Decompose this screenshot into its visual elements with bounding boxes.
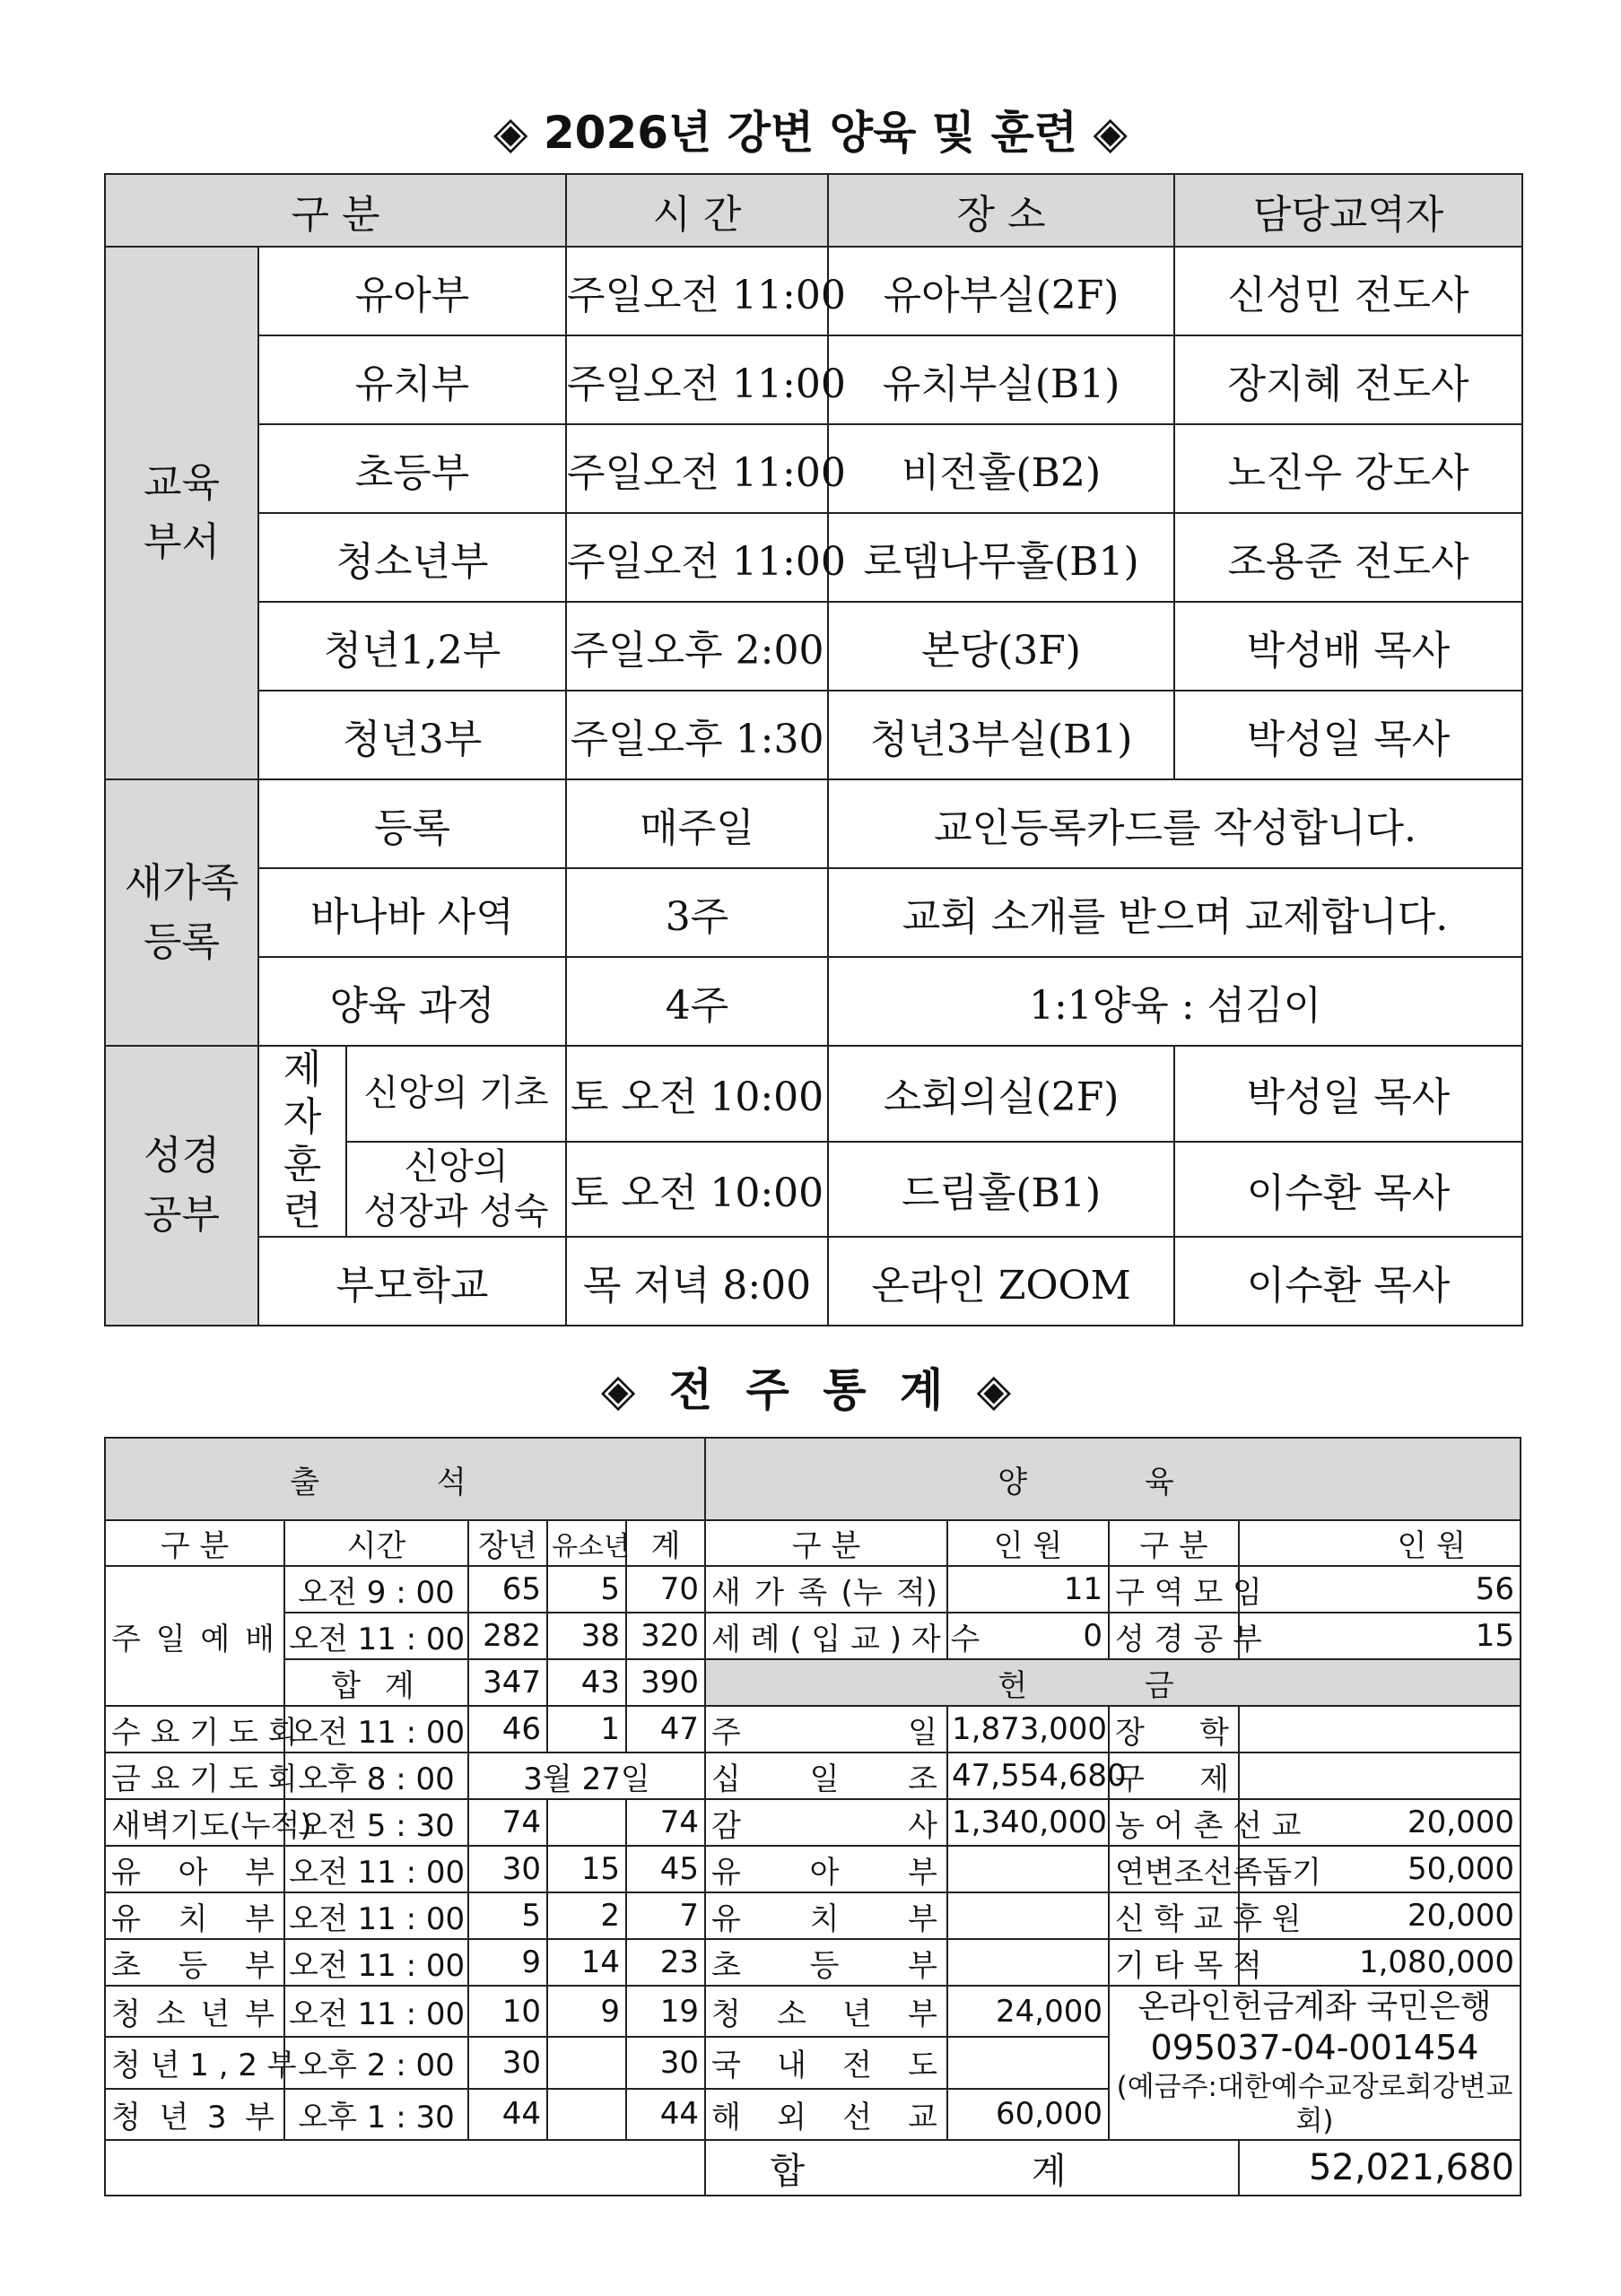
offering-label: 구 제 (1109, 1752, 1239, 1799)
total: 7 (626, 1892, 705, 1939)
youth: 43 (547, 1659, 626, 1706)
offering-value (947, 1939, 1109, 1986)
account-number: 095037-04-001454 (1150, 2028, 1479, 2067)
adult: 30 (468, 1846, 547, 1892)
adult: 282 (468, 1613, 547, 1659)
offering-value: 47,554,680 (947, 1752, 1109, 1799)
dept-label: 유 아 부 (105, 1846, 284, 1892)
total: 47 (626, 1706, 705, 1752)
edu-staff: 조용준 전도사 (1174, 513, 1522, 602)
dept-label: 청 년 1 , 2 부 (105, 2037, 284, 2088)
edu-staff: 노진우 강도사 (1174, 424, 1522, 513)
header-category: 구 분 (105, 174, 566, 247)
edu-name: 청년3부 (258, 691, 566, 779)
grand-total-label: 합 계 (705, 2140, 1239, 2196)
offering-label: 주 일 (705, 1706, 947, 1752)
youth: 2 (547, 1892, 626, 1939)
nurture-label: 성 경 공 부 (1109, 1613, 1239, 1659)
bible-name: 신앙의 성장과 성숙 (346, 1142, 566, 1238)
nf-name: 양육 과정 (258, 957, 566, 1046)
bible-staff: 이수환 목사 (1174, 1142, 1522, 1238)
nurture-header: 양 육 (705, 1438, 1521, 1520)
att-col-total: 계 (626, 1520, 705, 1566)
adult: 46 (468, 1706, 547, 1752)
online-offering-account (1109, 1986, 1521, 2140)
edu-time: 주일오전 11:00 (566, 335, 828, 424)
nf-desc: 교회 소개를 받으며 교제합니다. (828, 868, 1522, 957)
nf-time: 3주 (566, 868, 828, 957)
time: 오전 11 : 00 (284, 1892, 468, 1939)
adult: 30 (468, 2037, 547, 2088)
offering-value (947, 1892, 1109, 1939)
edu-time: 주일오전 11:00 (566, 247, 828, 335)
training-schedule-table (104, 173, 1523, 1326)
offering-value: 20,000 (1239, 1799, 1521, 1846)
parent-school-staff: 이수환 목사 (1174, 1237, 1522, 1326)
att-col-youth: 유소년 (547, 1520, 626, 1566)
empty-cell (105, 2140, 705, 2196)
account-holder: (예금주:대한예수교장로회강변교회) (1116, 2070, 1513, 2138)
offering-value: 1,080,000 (1239, 1939, 1521, 1986)
adult: 347 (468, 1659, 547, 1706)
offering-label: 해 외 선 교 (705, 2089, 947, 2140)
header-staff: 담당교역자 (1174, 174, 1522, 247)
edu-time: 주일오후 1:30 (566, 691, 828, 779)
time: 오후 8 : 00 (284, 1752, 468, 1799)
nur-col-category-2: 구 분 (1109, 1520, 1239, 1566)
bible-staff: 박성일 목사 (1174, 1046, 1522, 1142)
bible-time: 토 오전 10:00 (566, 1142, 828, 1238)
total: 320 (626, 1613, 705, 1659)
time: 오전 5 : 30 (284, 1799, 468, 1846)
bible-time: 토 오전 10:00 (566, 1046, 828, 1142)
adult: 65 (468, 1566, 547, 1613)
nur-col-count: 인 원 (947, 1520, 1109, 1566)
edu-name: 유아부 (258, 247, 566, 335)
group-education: 교육 부서 (105, 247, 258, 779)
offering-label: 국 내 전 도 (705, 2037, 947, 2088)
offering-label: 십 일 조 (705, 1752, 947, 1799)
edu-place: 로뎀나무홀(B1) (828, 513, 1174, 602)
edu-place: 본당(3F) (828, 602, 1174, 691)
edu-place: 청년3부실(B1) (828, 691, 1174, 779)
weekly-stats-table (104, 1437, 1521, 2196)
bible-place: 소회의실(2F) (828, 1046, 1174, 1142)
edu-place: 비전홀(B2) (828, 424, 1174, 513)
youth: 9 (547, 1986, 626, 2037)
adult: 74 (468, 1799, 547, 1846)
fri-note: 3월 27일 (468, 1752, 705, 1799)
offering-value (1239, 1752, 1521, 1799)
edu-time: 주일오전 11:00 (566, 513, 828, 602)
nurture-value: 11 (947, 1566, 1109, 1613)
dept-label: 청 소 년 부 (105, 1986, 284, 2037)
offering-value: 1,873,000 (947, 1706, 1109, 1752)
nurture-value: 0 (947, 1613, 1109, 1659)
parent-school-place: 온라인 ZOOM (828, 1237, 1174, 1326)
offering-label: 초 등 부 (705, 1939, 947, 1986)
total: 70 (626, 1566, 705, 1613)
offering-value: 50,000 (1239, 1846, 1521, 1892)
youth: 15 (547, 1846, 626, 1892)
edu-name: 청년1,2부 (258, 602, 566, 691)
total: 390 (626, 1659, 705, 1706)
total: 30 (626, 2037, 705, 2088)
edu-place: 유아부실(2F) (828, 247, 1174, 335)
time: 오전 11 : 00 (284, 1939, 468, 1986)
sunday-worship-label: 주 일 예 배 (105, 1566, 284, 1706)
group-new-family: 새가족 등록 (105, 779, 258, 1046)
group-bible-study: 성경 공부 (105, 1046, 258, 1326)
edu-time: 주일오후 2:00 (566, 602, 828, 691)
youth: 14 (547, 1939, 626, 1986)
time: 오후 1 : 30 (284, 2089, 468, 2140)
offering-label: 청 소 년 부 (705, 1986, 947, 2037)
offering-value: 24,000 (947, 1986, 1109, 2037)
edu-name: 유치부 (258, 335, 566, 424)
nf-time: 매주일 (566, 779, 828, 868)
stats-title: ◈ 전 주 통 계 ◈ (600, 1364, 1021, 1416)
offering-value: 60,000 (947, 2089, 1109, 2140)
offering-header: 헌 금 (705, 1659, 1521, 1706)
total: 74 (626, 1799, 705, 1846)
time: 오후 2 : 00 (284, 2037, 468, 2088)
offering-value (1239, 1706, 1521, 1752)
nurture-label: 새 가 족 (누 적) (705, 1566, 947, 1613)
youth (547, 1799, 626, 1846)
edu-name: 청소년부 (258, 513, 566, 602)
time: 합 계 (284, 1659, 468, 1706)
att-col-category: 구 분 (105, 1520, 284, 1566)
time: 오전 11 : 00 (284, 1986, 468, 2037)
nf-desc: 1:1양육 : 섬김이 (828, 957, 1522, 1046)
wed-prayer-label: 수 요 기 도 회 (105, 1706, 284, 1752)
total: 45 (626, 1846, 705, 1892)
grand-total-value: 52,021,680 (1239, 2140, 1521, 2196)
edu-staff: 박성배 목사 (1174, 602, 1522, 691)
total: 19 (626, 1986, 705, 2037)
offering-value: 1,340,000 (947, 1799, 1109, 1846)
attendance-header: 출 석 (105, 1438, 705, 1520)
nurture-value: 56 (1239, 1566, 1521, 1613)
adult: 9 (468, 1939, 547, 1986)
discipleship-label: 제 자 훈 련 (258, 1046, 346, 1237)
offering-value (947, 2037, 1109, 2088)
adult: 10 (468, 1986, 547, 2037)
adult: 44 (468, 2089, 547, 2140)
offering-label: 장 학 (1109, 1706, 1239, 1752)
parent-school-name: 부모학교 (258, 1237, 566, 1326)
dept-label: 유 치 부 (105, 1892, 284, 1939)
offering-label: 신 학 교 후 원 (1109, 1892, 1239, 1939)
time: 오전 11 : 00 (284, 1706, 468, 1752)
dept-label: 초 등 부 (105, 1939, 284, 1986)
time: 오전 11 : 00 (284, 1613, 468, 1659)
edu-staff: 장지혜 전도사 (1174, 335, 1522, 424)
account-bank: 온라인헌금계좌 국민은행 (1137, 1988, 1492, 2025)
offering-label: 기 타 목 적 (1109, 1939, 1239, 1986)
nf-name: 바나바 사역 (258, 868, 566, 957)
bible-name: 신앙의 기초 (346, 1046, 566, 1142)
nurture-value: 15 (1239, 1613, 1521, 1659)
nf-name: 등록 (258, 779, 566, 868)
youth (547, 2037, 626, 2088)
youth: 38 (547, 1613, 626, 1659)
offering-label: 감 사 (705, 1799, 947, 1846)
schedule-title: ◈ 2026년 강변 양육 및 훈련 ◈ (493, 107, 1128, 159)
edu-time: 주일오전 11:00 (566, 424, 828, 513)
offering-label: 유 아 부 (705, 1846, 947, 1892)
att-col-time: 시간 (284, 1520, 468, 1566)
offering-label: 연변조선족돕기 (1109, 1846, 1239, 1892)
adult: 5 (468, 1892, 547, 1939)
nurture-label: 세 례 ( 입 교 ) 자 수 (705, 1613, 947, 1659)
youth: 5 (547, 1566, 626, 1613)
nf-time: 4주 (566, 957, 828, 1046)
edu-staff: 신성민 전도사 (1174, 247, 1522, 335)
total: 23 (626, 1939, 705, 1986)
edu-name: 초등부 (258, 424, 566, 513)
edu-staff: 박성일 목사 (1174, 691, 1522, 779)
offering-value (947, 1846, 1109, 1892)
dawn-prayer-label: 새벽기도(누적) (105, 1799, 284, 1846)
offering-label: 농 어 촌 선 교 (1109, 1799, 1239, 1846)
youth (547, 2089, 626, 2140)
bible-place: 드림홀(B1) (828, 1142, 1174, 1238)
header-place: 장 소 (828, 174, 1174, 247)
parent-school-time: 목 저녁 8:00 (566, 1237, 828, 1326)
youth: 1 (547, 1706, 626, 1752)
offering-value: 20,000 (1239, 1892, 1521, 1939)
nur-col-count-2: 인 원 (1239, 1520, 1521, 1566)
time: 오전 11 : 00 (284, 1846, 468, 1892)
fri-prayer-label: 금 요 기 도 회 (105, 1752, 284, 1799)
nur-col-category: 구 분 (705, 1520, 947, 1566)
total: 44 (626, 2089, 705, 2140)
header-time: 시 간 (566, 174, 828, 247)
time: 오전 9 : 00 (284, 1566, 468, 1613)
edu-place: 유치부실(B1) (828, 335, 1174, 424)
nurture-label: 구 역 모 임 (1109, 1566, 1239, 1613)
nf-desc: 교인등록카드를 작성합니다. (828, 779, 1522, 868)
offering-label: 유 치 부 (705, 1892, 947, 1939)
dept-label: 청 년 3 부 (105, 2089, 284, 2140)
att-col-adult: 장년 (468, 1520, 547, 1566)
